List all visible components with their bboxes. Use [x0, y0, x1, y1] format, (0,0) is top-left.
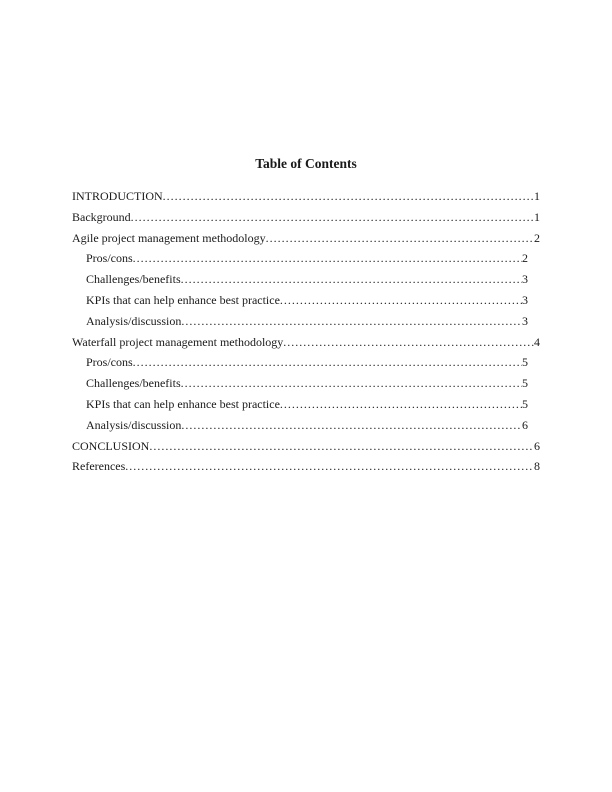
toc-entry [72, 352, 540, 373]
toc-leader-dots [149, 436, 534, 457]
toc-page-number: 8 [534, 459, 540, 474]
toc-leader-dots [266, 228, 534, 249]
toc-leader-dots [133, 248, 522, 269]
toc-leader-dots [181, 415, 522, 436]
toc-entry-label: Agile project management methodology [72, 230, 266, 245]
toc-leader-dots [131, 207, 534, 228]
toc-entry [72, 436, 540, 457]
toc-entry-label: INTRODUCTION [72, 189, 163, 203]
toc-page-number: 3 [522, 292, 528, 307]
toc-leader-dots [181, 373, 522, 394]
toc-entry-label: Challenges/benefits [86, 376, 181, 391]
toc-entry [72, 394, 540, 415]
toc-page-number: 3 [522, 313, 528, 328]
toc-entry-label: Analysis/discussion [86, 417, 182, 432]
toc-leader-dots [283, 332, 534, 353]
toc-page-number: 1 [534, 189, 540, 203]
toc-page-number: 6 [534, 438, 540, 453]
toc-page-number: 1 [534, 209, 540, 224]
toc-entry [72, 186, 540, 207]
toc-entry-label: Background [72, 209, 131, 224]
toc-page-number: 3 [522, 272, 528, 287]
toc-page-number: 4 [534, 334, 540, 349]
toc-entry [72, 332, 540, 353]
toc-entry-label: KPIs that can help enhance best practice [86, 292, 280, 307]
toc-page-number: 5 [522, 376, 528, 391]
toc-leader-dots [125, 456, 534, 477]
toc-entry [72, 228, 540, 249]
toc-entry-label: Pros/cons [86, 355, 133, 370]
toc-entry-label: Waterfall project management methodology [72, 334, 284, 349]
toc-entry-label: References [72, 459, 126, 474]
toc-page-number: 2 [534, 230, 540, 245]
toc-page-number: 5 [522, 396, 528, 411]
toc-leader-dots [181, 311, 522, 332]
toc-title: Table of Contents [255, 156, 357, 171]
toc-entry [72, 311, 540, 332]
toc-entry-label: Pros/cons [86, 251, 133, 266]
toc-entry [72, 373, 540, 394]
toc-leader-dots [133, 352, 522, 373]
toc-leader-dots [163, 186, 534, 207]
toc-entry [72, 290, 540, 311]
toc-entry [72, 207, 540, 228]
toc-entry [72, 415, 540, 436]
toc-entry [72, 269, 540, 290]
toc-leader-dots [280, 290, 522, 311]
toc-entry-label: CONCLUSION [72, 438, 150, 453]
toc-entry-label: KPIs that can help enhance best practice [86, 396, 280, 411]
toc-list [72, 186, 540, 477]
toc-entry-label: Analysis/discussion [86, 313, 182, 328]
toc-page-number: 5 [522, 355, 528, 370]
toc-page-number: 6 [522, 417, 528, 432]
toc-entry [72, 456, 540, 477]
toc-page-number: 2 [522, 251, 528, 266]
toc-entry-label: Challenges/benefits [86, 272, 181, 287]
toc-leader-dots [280, 394, 522, 415]
toc-leader-dots [181, 269, 522, 290]
toc-entry [72, 248, 540, 269]
